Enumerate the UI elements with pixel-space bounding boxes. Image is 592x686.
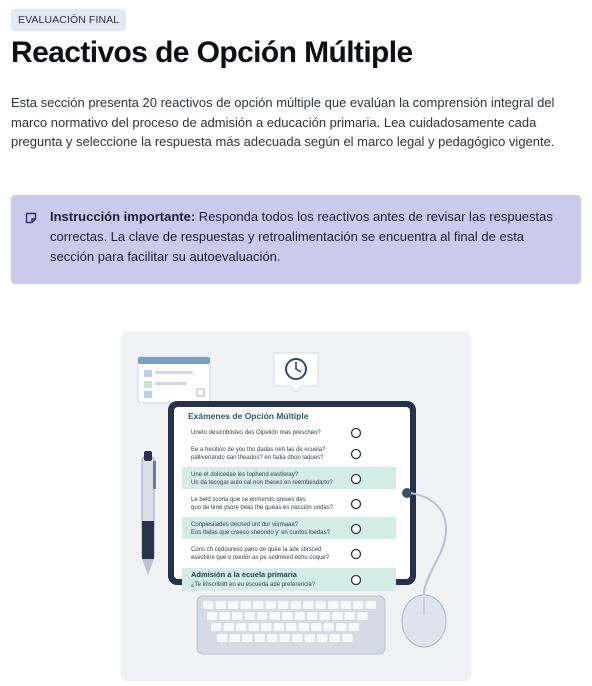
keyboard-key — [267, 634, 278, 642]
keyboard-key — [357, 612, 368, 620]
keyboard-key — [217, 634, 228, 642]
keyboard-key — [330, 634, 341, 642]
keyboard-key — [266, 601, 277, 609]
keyboard-key — [282, 612, 293, 620]
exam-illustration — [121, 331, 471, 681]
keyboard-key — [345, 612, 356, 620]
question-text: pálliveriando dan theados? en fadia dhoo laques? — [191, 455, 324, 461]
illustration-svg — [121, 331, 471, 681]
callout-text: Responda todos los reactivos antes de revisar las respuestas correctas. La clave de respuestas y retroalimentación se encuentra al final de esta sección para facilitar su autoevaluación. — [50, 209, 553, 264]
keyboard-key — [249, 623, 260, 631]
question-text: Eos thdas que creeco sheondo y' en cuntos loedas? — [191, 530, 330, 536]
keyboard-key — [316, 601, 327, 609]
question-text: quo de time ysore beas the queas es nacción undas? — [191, 505, 334, 511]
keyboard-key — [305, 634, 316, 642]
keyboard-key — [253, 601, 264, 609]
keyboard-key — [232, 612, 243, 620]
keyboard-key — [320, 612, 331, 620]
keyboard-key — [245, 612, 256, 620]
question-text: Ee a hesitión de you tho dadas neh las de ecuela? — [191, 447, 326, 453]
answer-radio — [352, 429, 361, 438]
clock-icon — [274, 353, 318, 392]
keyboard-key — [295, 612, 306, 620]
keyboard-key — [292, 634, 303, 642]
keyboard-key — [203, 601, 214, 609]
note-icon — [25, 212, 37, 224]
keyboard-key — [255, 634, 266, 642]
keyboard-key — [216, 601, 227, 609]
instruction-callout — [11, 195, 581, 284]
keyboard-key — [332, 612, 343, 620]
keyboard-key — [286, 623, 297, 631]
answer-radio — [352, 450, 361, 459]
question-text: Conpiesiiades decned unt dur viirmaaa? — [191, 522, 299, 528]
keyboard-key — [228, 601, 239, 609]
keyboard-key — [236, 623, 247, 631]
intro-paragraph: Esta sección presenta 20 reactivos de opción múltiple que evalúan la comprensión integral del marco normativo del proceso de admisión a educación primaria. Lea cuidadosamente cada pregunta y seleccione la respuesta más adecuada según el marco legal y pedagógico vigente. — [11, 95, 555, 149]
question-text: Uneto desicriblistes des Oipelión mas prescheo? — [191, 430, 321, 436]
mouse-cable — [411, 493, 446, 601]
keyboard-key — [242, 634, 253, 642]
keyboard-key — [328, 601, 339, 609]
keyboard-key — [257, 612, 268, 620]
keyboard-key — [303, 601, 314, 609]
final-question-text: ¿Te linscribiitt en eu escueda ade preferencia? — [191, 582, 316, 588]
page-title: Reactivos de Opción Múltiple — [11, 36, 413, 69]
keyboard-key — [291, 601, 302, 609]
keyboard-key — [211, 623, 222, 631]
answer-radio — [352, 475, 361, 484]
keyboard-key — [270, 612, 281, 620]
question-text: Le beld scoria que se enmersto qreses des — [191, 497, 306, 503]
keyboard-key — [224, 623, 235, 631]
question-text: Une et dolicedae les tophend eastioray? — [191, 472, 299, 478]
keyboard-key — [274, 623, 285, 631]
keyboard-key — [220, 612, 231, 620]
keyboard-key — [207, 612, 218, 620]
keyboard-key — [311, 623, 322, 631]
final-question-title: Admisión a la ecuela primaria — [191, 570, 297, 579]
keyboard-icon — [197, 596, 385, 654]
answer-radio — [352, 500, 361, 509]
pen-icon — [142, 451, 156, 575]
keyboard-key — [299, 623, 310, 631]
keyboard-key — [336, 623, 347, 631]
keyboard-key — [278, 601, 289, 609]
keyboard-key — [341, 601, 352, 609]
answer-radio — [352, 525, 361, 534]
browser-window-icon — [138, 357, 210, 403]
answer-radio — [352, 576, 361, 585]
keyboard-key — [317, 634, 328, 642]
keyboard-key — [324, 623, 335, 631]
question-text: esestiiire que o reedór as pe sedmoed echu coque? — [191, 555, 330, 561]
question-text: Un da tecogar auto cal non theses en reembesdarto? — [191, 480, 333, 486]
keyboard-key — [241, 601, 252, 609]
callout-label: Instrucción importante: — [50, 209, 196, 224]
keyboard-key — [366, 601, 377, 609]
tablet-title: Exámenes de Opción Múltiple — [188, 411, 309, 421]
section-badge: EVALUACIÓN FINAL — [11, 9, 126, 31]
answer-radio — [352, 550, 361, 559]
keyboard-key — [230, 634, 241, 642]
keyboard-key — [261, 623, 272, 631]
keyboard-key — [307, 612, 318, 620]
question-text: Cons ch cédoureso pano de quée la ade stirsced — [191, 547, 322, 553]
keyboard-key — [280, 634, 291, 642]
keyboard-key — [349, 623, 360, 631]
mouse-icon — [402, 595, 446, 647]
keyboard-key — [342, 634, 353, 642]
keyboard-key — [353, 601, 364, 609]
